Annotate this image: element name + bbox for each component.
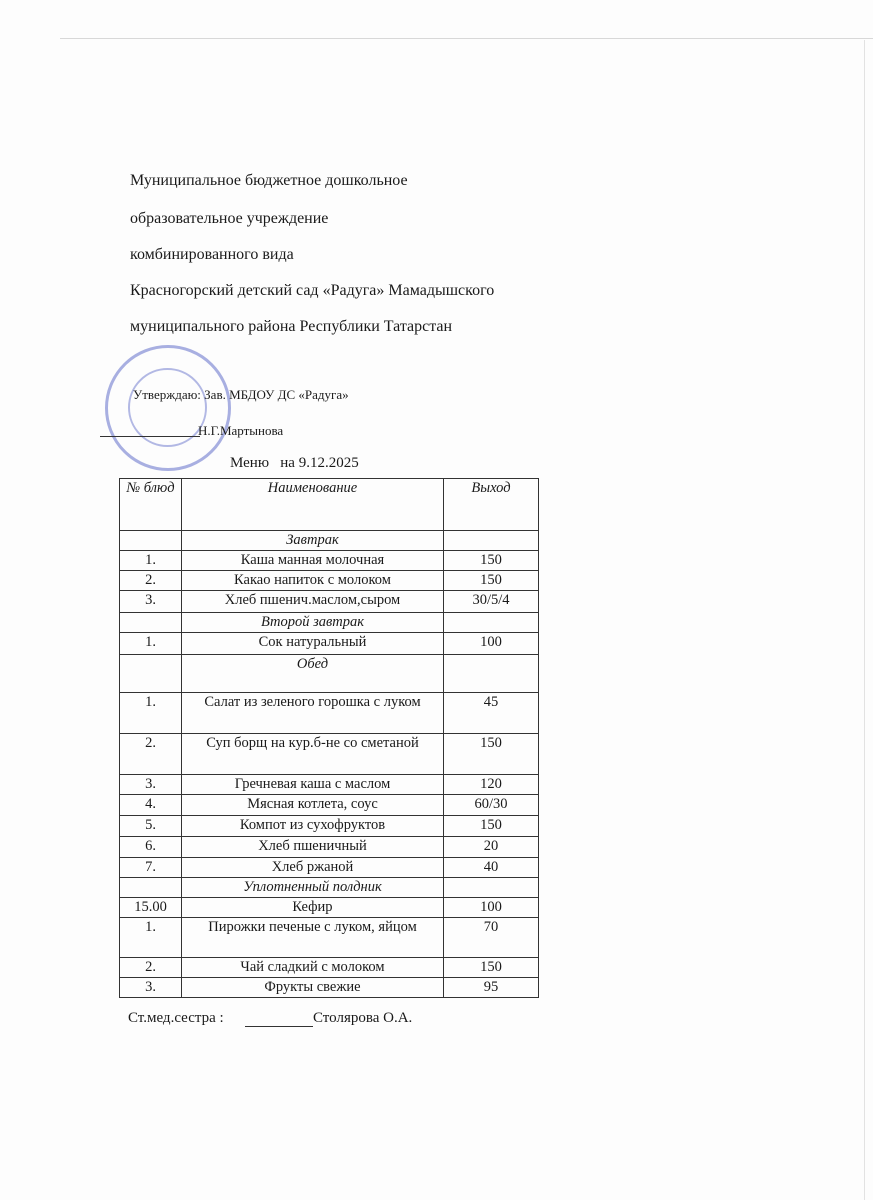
dish-output: 40 (444, 858, 539, 878)
dish-name: Салат из зеленого горошка с луком (182, 693, 444, 734)
empty-cell (444, 531, 539, 551)
table-row (120, 693, 539, 734)
dish-output: 150 (444, 571, 539, 591)
dish-name: Хлеб пшенич.маслом,сыром (182, 591, 444, 613)
dish-output: 20 (444, 837, 539, 858)
nurse-label: Ст.мед.сестра : (128, 1010, 224, 1026)
dish-name: Пирожки печеные с луком, яйцом (182, 918, 444, 958)
dish-number: 2. (120, 958, 182, 978)
table-row (120, 571, 539, 591)
dish-number: 1. (120, 633, 182, 655)
table-row (120, 816, 539, 837)
header-line: комбинированного вида (130, 246, 294, 263)
table-row (120, 734, 539, 775)
dish-output: 45 (444, 693, 539, 734)
dish-output: 100 (444, 898, 539, 918)
dish-number: 15.00 (120, 898, 182, 918)
nurse-name: Столярова О.А. (313, 1010, 413, 1026)
section-name: Обед (182, 655, 444, 693)
dish-number: 6. (120, 837, 182, 858)
signature-line (245, 1026, 313, 1027)
table-row (120, 775, 539, 795)
dish-name: Компот из сухофруктов (182, 816, 444, 837)
menu-table (119, 478, 539, 998)
menu-title: Меню на 9.12.2025 (230, 455, 359, 471)
dish-number: 3. (120, 591, 182, 613)
dish-name: Сок натуральный (182, 633, 444, 655)
table-row (120, 978, 539, 998)
dish-number: 3. (120, 775, 182, 795)
dish-name: Кефир (182, 898, 444, 918)
dish-output: 60/30 (444, 795, 539, 816)
table-row (120, 837, 539, 858)
dish-name: Суп борщ на кур.б-не со сметаной (182, 734, 444, 775)
dish-output: 120 (444, 775, 539, 795)
empty-cell (120, 655, 182, 693)
dish-name: Чай сладкий с молоком (182, 958, 444, 978)
table-header-row (120, 479, 539, 531)
dish-number: 1. (120, 693, 182, 734)
header-line: образовательное учреждение (130, 210, 329, 227)
table-row (120, 858, 539, 878)
header-line: Муниципальное бюджетное дошкольное (130, 172, 408, 189)
table-row (120, 795, 539, 816)
empty-cell (120, 531, 182, 551)
dish-name: Хлеб пшеничный (182, 837, 444, 858)
header-output: Выход (444, 479, 539, 531)
dish-name: Какао напиток с молоком (182, 571, 444, 591)
dish-number: 2. (120, 571, 182, 591)
dish-output: 95 (444, 978, 539, 998)
dish-name: Фрукты свежие (182, 978, 444, 998)
table-row (120, 551, 539, 571)
empty-cell (120, 613, 182, 633)
table-row (120, 591, 539, 613)
empty-cell (120, 878, 182, 898)
dish-output: 150 (444, 551, 539, 571)
signature-line (100, 436, 200, 437)
section-row (120, 613, 539, 633)
empty-cell (444, 655, 539, 693)
section-name: Уплотненный полдник (182, 878, 444, 898)
approval-line: Утверждаю: Зав. МБДОУ ДС «Радуга» (133, 387, 349, 402)
scan-edge (864, 40, 865, 1200)
table-row (120, 958, 539, 978)
dish-number: 1. (120, 551, 182, 571)
section-name: Второй завтрак (182, 613, 444, 633)
dish-number: 4. (120, 795, 182, 816)
table-row (120, 633, 539, 655)
section-row (120, 531, 539, 551)
dish-number: 2. (120, 734, 182, 775)
header-name: Наименование (182, 479, 444, 531)
dish-name: Мясная котлета, соус (182, 795, 444, 816)
dish-output: 150 (444, 734, 539, 775)
official-stamp (105, 345, 231, 471)
dish-output: 150 (444, 816, 539, 837)
table-row (120, 918, 539, 958)
dish-number: 7. (120, 858, 182, 878)
table-row (120, 898, 539, 918)
dish-name: Хлеб ржаной (182, 858, 444, 878)
dish-output: 70 (444, 918, 539, 958)
header-line: Красногорский детский сад «Радуга» Мамадышского (130, 282, 495, 299)
dish-output: 30/5/4 (444, 591, 539, 613)
dish-number: 1. (120, 918, 182, 958)
empty-cell (444, 613, 539, 633)
section-name: Завтрак (182, 531, 444, 551)
dish-number: 5. (120, 816, 182, 837)
empty-cell (444, 878, 539, 898)
director-name: Н.Г.Мартынова (198, 423, 284, 438)
scan-edge (60, 38, 873, 39)
dish-number: 3. (120, 978, 182, 998)
section-row (120, 655, 539, 693)
header-number: № блюд (120, 479, 182, 531)
dish-output: 150 (444, 958, 539, 978)
dish-name: Гречневая каша с маслом (182, 775, 444, 795)
dish-name: Каша манная молочная (182, 551, 444, 571)
section-row (120, 878, 539, 898)
dish-output: 100 (444, 633, 539, 655)
header-line: муниципального района Республики Татарстан (130, 318, 453, 335)
